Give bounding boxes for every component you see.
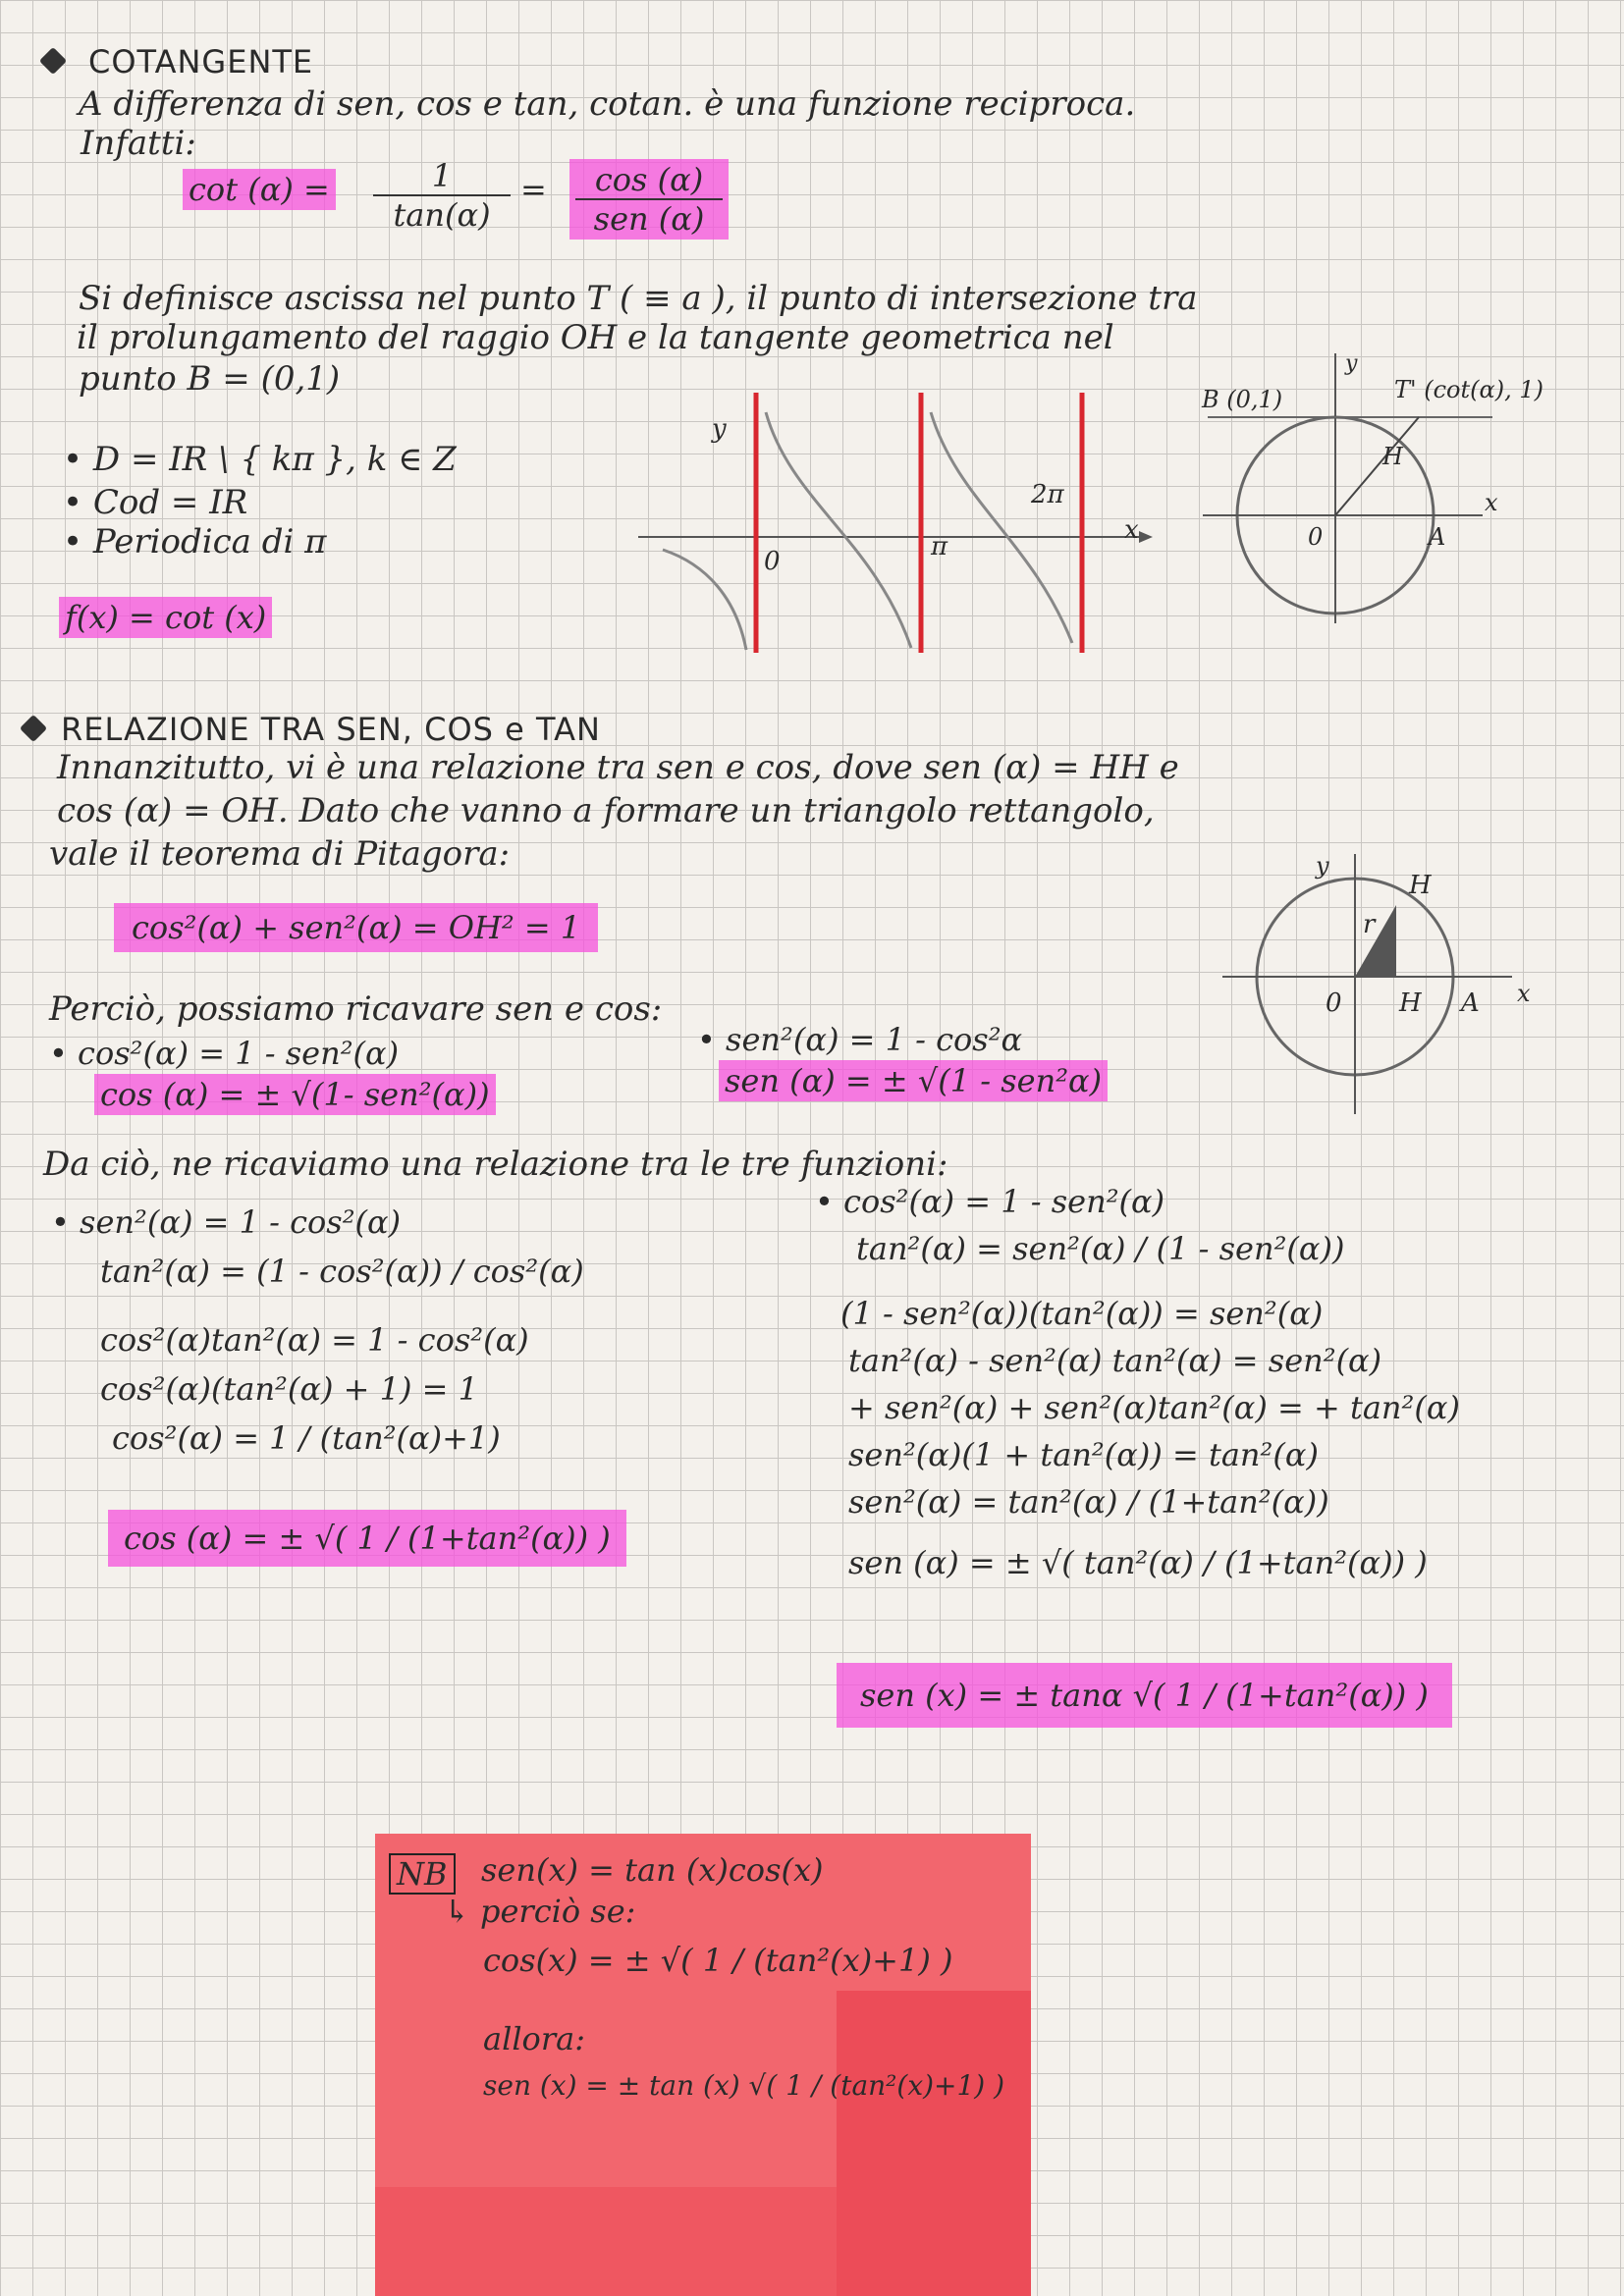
right-step-4: tan²(α) - sen²(α) tan²(α) = sen²(α) — [848, 1342, 1382, 1379]
graph-x-arrow-icon — [1139, 531, 1153, 543]
cot-def-frac2 — [569, 159, 729, 240]
label-A: A — [1429, 523, 1446, 551]
right-step-5: + sen²(α) + sen²(α)tan²(α) = + tan²(α) — [848, 1389, 1460, 1426]
label-H: H — [1399, 988, 1422, 1018]
cos-line-1: • cos²(α) = 1 - sen²(α) — [49, 1035, 400, 1072]
cot-definition-line-1: Si definisce ascissa nel punto T ( ≡ a ), il punto di intersezione tra — [79, 279, 1198, 318]
graph-2pi-label: 2π — [1031, 480, 1064, 509]
cot-def-lhs: cot (α) = — [183, 169, 336, 210]
bullet-icon: • — [49, 1035, 79, 1072]
frac1-den: tan(α) — [393, 196, 491, 234]
graph-origin-label: 0 — [764, 547, 781, 576]
frac2-num: cos (α) — [594, 161, 704, 198]
label-y: y — [1345, 351, 1358, 376]
label-A: A — [1461, 988, 1480, 1018]
cos-line-2: cos (α) = ± √(1- sen²(α)) — [94, 1074, 496, 1115]
derive-intro: Perciò, possiamo ricavare sen e cos: — [49, 989, 663, 1029]
arrow-icon: ↳ — [444, 1893, 480, 1930]
section-bullet-icon — [39, 47, 67, 75]
frac2-den: sen (α) — [593, 200, 705, 238]
radius-oh — [1335, 417, 1419, 515]
label-H: H — [1382, 443, 1403, 470]
relation-title: RELAZIONE TRA SEN, COS e TAN — [61, 711, 601, 748]
nb-line-2: ↳ perciò se: — [444, 1893, 636, 1930]
cotangent-title: COTANGENTE — [88, 43, 314, 80]
left-step-4: cos²(α)(tan²(α) + 1) = 1 — [100, 1370, 478, 1408]
frac1-num: 1 — [431, 157, 453, 194]
bullet-icon: • — [51, 1203, 81, 1241]
cotangent-graph — [619, 393, 1168, 658]
relation-line-3: vale il teorema di Pitagora: — [49, 834, 511, 874]
cot-definition-line-3: punto B = (0,1) — [79, 359, 341, 399]
label-O: 0 — [1326, 988, 1342, 1018]
nb-line-4: allora: — [483, 2020, 585, 2057]
left-result: cos (α) = ± √( 1 / (1+tan²(α)) ) — [108, 1510, 626, 1567]
nb-line-5: sen (x) = ± tan (x) √( 1 / (tan²(x)+1) ) — [483, 2069, 1005, 2102]
label-x: x — [1517, 980, 1531, 1007]
sen-line-1: • sen²(α) = 1 - cos²α — [697, 1021, 1023, 1058]
bullet-icon: • — [815, 1183, 844, 1220]
sen-line-2: sen (α) = ± √(1 - sen²α) — [719, 1060, 1108, 1101]
cot-def-eq: = — [520, 171, 547, 208]
right-triangle — [1355, 905, 1396, 977]
cot-definition-line-2: il prolungamento del raggio OH e la tangente geometrica nel — [77, 318, 1114, 357]
right-step-1: • cos²(α) = 1 - sen²(α) — [815, 1183, 1165, 1220]
right-step-2: tan²(α) = sen²(α) / (1 - sen²(α)) — [856, 1230, 1345, 1267]
section-bullet-icon — [20, 715, 47, 742]
left-steps — [51, 1198, 584, 1463]
left-step-1: • sen²(α) = 1 - cos²(α) — [51, 1203, 402, 1241]
cot-def-frac1 — [373, 157, 511, 234]
right-step-7: sen²(α) = tan²(α) / (1+tan²(α)) — [848, 1483, 1329, 1521]
label-T: T' (cot(α), 1) — [1394, 376, 1543, 403]
note-shade — [837, 1991, 1031, 2296]
left-step-5: cos²(α) = 1 / (tan²(α)+1) — [112, 1419, 501, 1457]
bullet-icon: • — [63, 522, 93, 561]
note-shade-2 — [375, 2187, 837, 2296]
cot-domain: • D = IR \ { kπ }, k ∈ Z — [63, 440, 457, 479]
cot-branch-middle — [766, 412, 911, 648]
left-step-3: cos²(α)tan²(α) = 1 - cos²(α) — [100, 1321, 529, 1359]
nb-sticky-note — [375, 1834, 1031, 2296]
bullet-icon: • — [697, 1021, 727, 1058]
graph-x-label: x — [1124, 515, 1139, 545]
label-r: r — [1363, 910, 1376, 939]
nb-line-3: cos(x) = ± √( 1 / (tan²(x)+1) ) — [483, 1942, 953, 1979]
label-O: 0 — [1308, 523, 1324, 551]
cot-branch-left — [663, 550, 746, 650]
relation-line-2: cos (α) = OH. Dato che vanno a formare un triangolo rettangolo, — [57, 791, 1155, 830]
cot-unit-circle — [1198, 348, 1610, 633]
nb-line-1: sen(x) = tan (x)cos(x) — [481, 1851, 824, 1889]
label-x: x — [1485, 489, 1498, 516]
left-step-2: tan²(α) = (1 - cos²(α)) / cos²(α) — [100, 1253, 584, 1290]
three-intro: Da ciò, ne ricaviamo una relazione tra le tre funzioni: — [43, 1145, 948, 1184]
cot-period: • Periodica di π — [63, 522, 327, 561]
label-B: B (0,1) — [1202, 386, 1283, 413]
bullet-icon: • — [63, 440, 93, 479]
relation-line-1: Innanzitutto, vi è una relazione tra sen e cos, dove sen (α) = HH e — [57, 748, 1179, 787]
right-result: sen (x) = ± tanα √( 1 / (1+tan²(α)) ) — [837, 1663, 1452, 1728]
cot-branch-right — [931, 412, 1072, 643]
cot-intro: A differenza di sen, cos e tan, cotan. è una funzione reciproca. — [79, 84, 1136, 124]
right-steps — [815, 1178, 1460, 1586]
label-H-top: H — [1409, 871, 1432, 900]
cot-intro-2: Infatti: — [81, 124, 196, 163]
triangle-unit-circle — [1218, 844, 1571, 1119]
right-step-6: sen²(α)(1 + tan²(α)) = tan²(α) — [848, 1436, 1319, 1473]
right-step-8: sen (α) = ± √( tan²(α) / (1+tan²(α)) ) — [848, 1544, 1428, 1581]
pythagoras-formula: cos²(α) + sen²(α) = OH² = 1 — [114, 903, 598, 952]
right-step-3: (1 - sen²(α))(tan²(α)) = sen²(α) — [840, 1295, 1324, 1332]
bullet-icon: • — [63, 483, 93, 522]
graph-pi-label: π — [931, 532, 948, 561]
cot-codomain: • Cod = IR — [63, 483, 248, 522]
graph-y-label: y — [712, 414, 727, 444]
label-y: y — [1316, 852, 1329, 880]
nb-tag: NB — [389, 1853, 456, 1895]
cot-function: f(x) = cot (x) — [59, 597, 272, 638]
